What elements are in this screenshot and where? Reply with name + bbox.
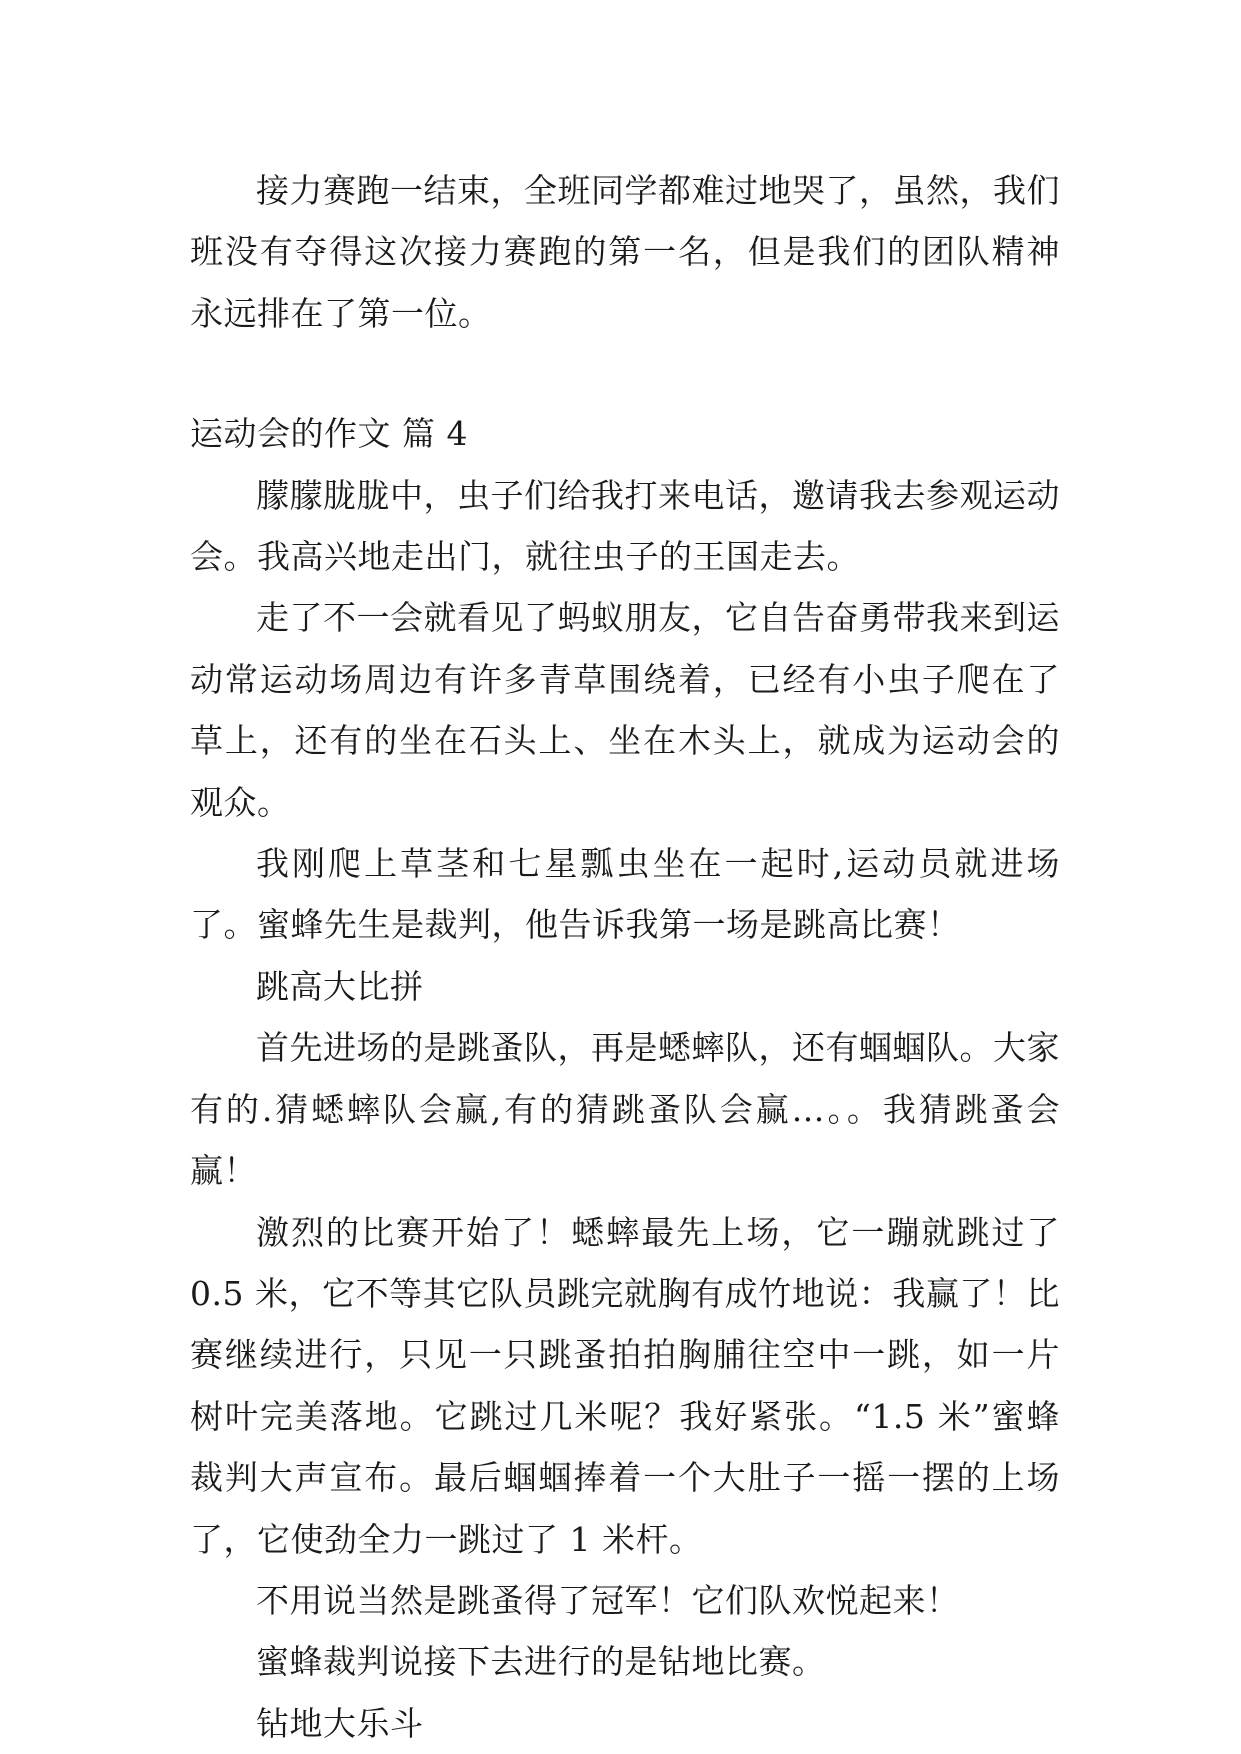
paragraph-competition: 激烈的比赛开始了！蟋蟀最先上场，它一蹦就跳过了 0.5 米，它不等其它队员跳完就胸有成竹地说：我赢了！比赛继续进行，只见一只跳蚤拍拍胸脯往空中一跳，如一片树叶完美落地。它跳过几米呢？我好紧张。“1.5 米”蜜蜂裁判大声宣布。最后蝈蝈捧着一个大肚子一摇一摆的上场了，它使劲全力一跳过了 1 米杆。 bbox=[190, 1212, 1060, 1559]
paragraph-invitation: 朦朦胧胧中，虫子们给我打来电话，邀请我去参观运动会。我高兴地走出门，就往虫子的王国走去。 bbox=[190, 475, 1060, 577]
section-heading-essay-4: 运动会的作文 篇 4 bbox=[190, 414, 468, 454]
paragraph-referee: 我刚爬上草茎和七星瓢虫坐在一起时,运动员就进场了。蜜蜂先生是裁判，他告诉我第一场是跳高比赛！ bbox=[190, 844, 1060, 945]
subheading-digging: 钻地大乐斗 bbox=[256, 1703, 424, 1743]
paragraph-champion: 不用说当然是跳蚤得了冠军！它们队欢悦起来！ bbox=[256, 1580, 960, 1620]
paragraph-teams: 首先进场的是跳蚤队，再是蟋蟀队，还有蝈蝈队。大家有的.猜蟋蟀队会赢,有的猜跳蚤队会赢…。。我猜跳蚤会赢！ bbox=[190, 1028, 1060, 1191]
document-body bbox=[190, 160, 1060, 1754]
paragraph-next-event: 蜜蜂裁判说接下去进行的是钻地比赛。 bbox=[256, 1642, 826, 1682]
subheading-high-jump: 跳高大比拼 bbox=[256, 966, 424, 1006]
paragraph-arrival: 走了不一会就看见了蚂蚁朋友，它自告奋勇带我来到运动常运动场周边有许多青草围绕着，已经有小虫子爬在了草上，还有的坐在石头上、坐在木头上，就成为运动会的观众。 bbox=[190, 598, 1060, 822]
paragraph-relay-ending: 接力赛跑一结束，全班同学都难过地哭了，虽然，我们班没有夺得这次接力赛跑的第一名，但是我们的团队精神永远排在了第一位。 bbox=[190, 171, 1060, 333]
